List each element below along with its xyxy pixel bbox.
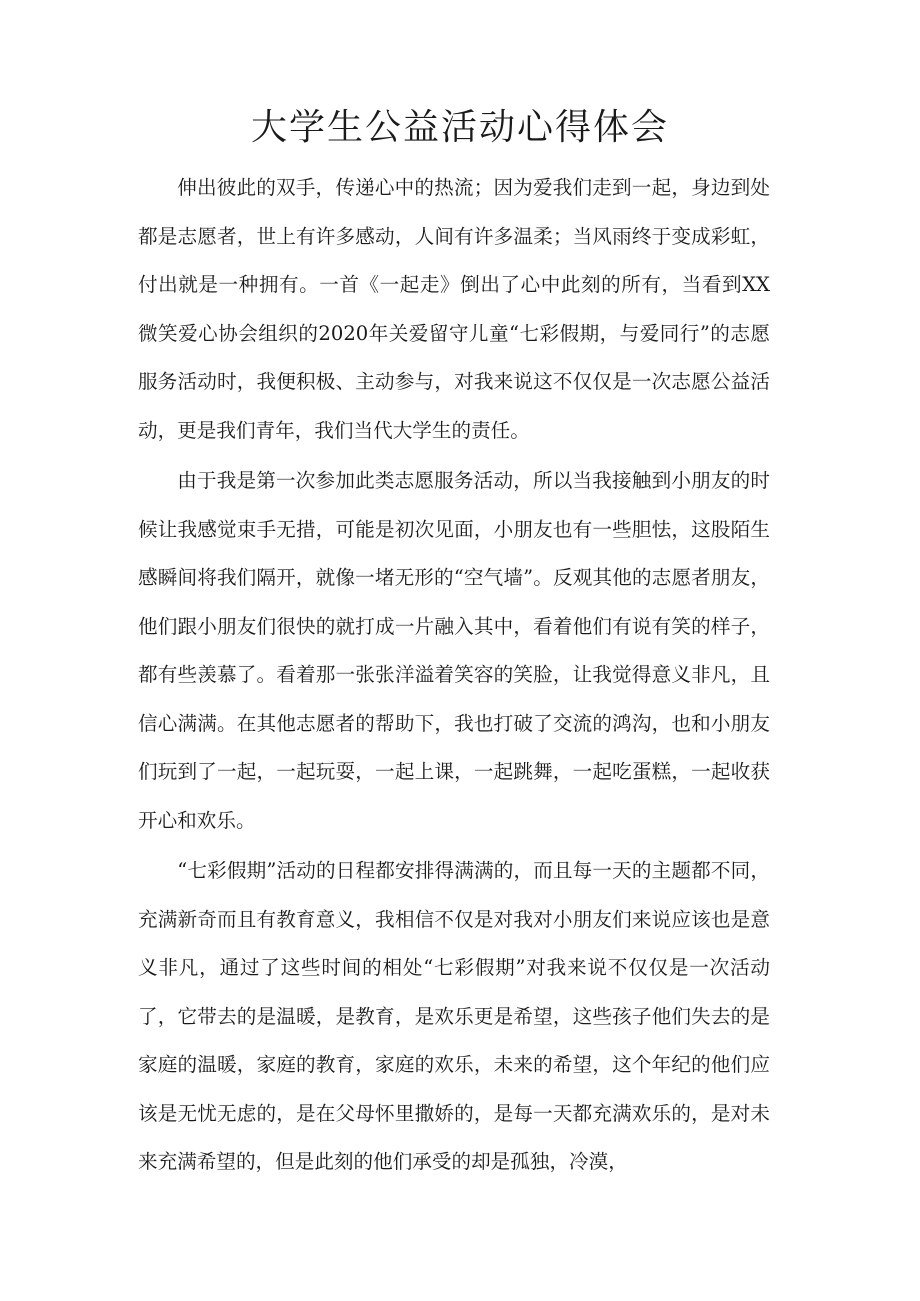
document-title: 大学生公益活动心得体会 <box>250 107 669 148</box>
paragraph-1: 伸出彼此的双手，传递心中的热流；因为爱我们走到一起，身边到处都是志愿者，世上有许多感动，人间有许多温柔；当风雨终于变成彩虹，付出就是一种拥有。一首《一起走》倒出了心中此刻的所有，当看到XX微笑爱心协会组织的2020年关爱留守儿童“七彩假期，与爱同行”的志愿服务活动时，我便积极、主动参与，对我来说这不仅仅是一次志愿公益活动，更是我们青年，我们当代大学生的责任。 <box>138 176 770 442</box>
paragraph-2: 由于我是第一次参加此类志愿服务活动，所以当我接触到小朋友的时候让我感觉束手无措，可能是初次见面，小朋友也有一些胆怯，这股陌生感瞬间将我们隔开，就像一堵无形的“空气墙”。反观其他的志愿者朋友，他们跟小朋友们很快的就打成一片融入其中，看着他们有说有笑的样子，都有些羡慕了。看着那一张张洋溢着笑容的笑脸，让我觉得意义非凡，且信心满满。在其他志愿者的帮助下，我也打破了交流的鸿沟，也和小朋友们玩到了一起，一起玩耍，一起上课，一起跳舞，一起吃蛋糕，一起收获开心和欢乐。 <box>138 469 770 832</box>
paragraph-3: “七彩假期”活动的日程都安排得满满的，而且每一天的主题都不同，充满新奇而且有教育意义，我相信不仅是对我对小朋友们来说应该也是意义非凡，通过了这些时间的相处“七彩假期”对我来说不仅仅是一次活动了，它带去的是温暖，是教育，是欢乐更是希望，这些孩子他们失去的是家庭的温暖，家庭的教育，家庭的欢乐，未来的希望，这个年纪的他们应该是无忧无虑的，是在父母怀里撒娇的，是每一天都充满欢乐的，是对未来充满希望的，但是此刻的他们承受的却是孤独，冷漠， <box>138 859 770 1173</box>
document-body <box>138 164 770 1187</box>
